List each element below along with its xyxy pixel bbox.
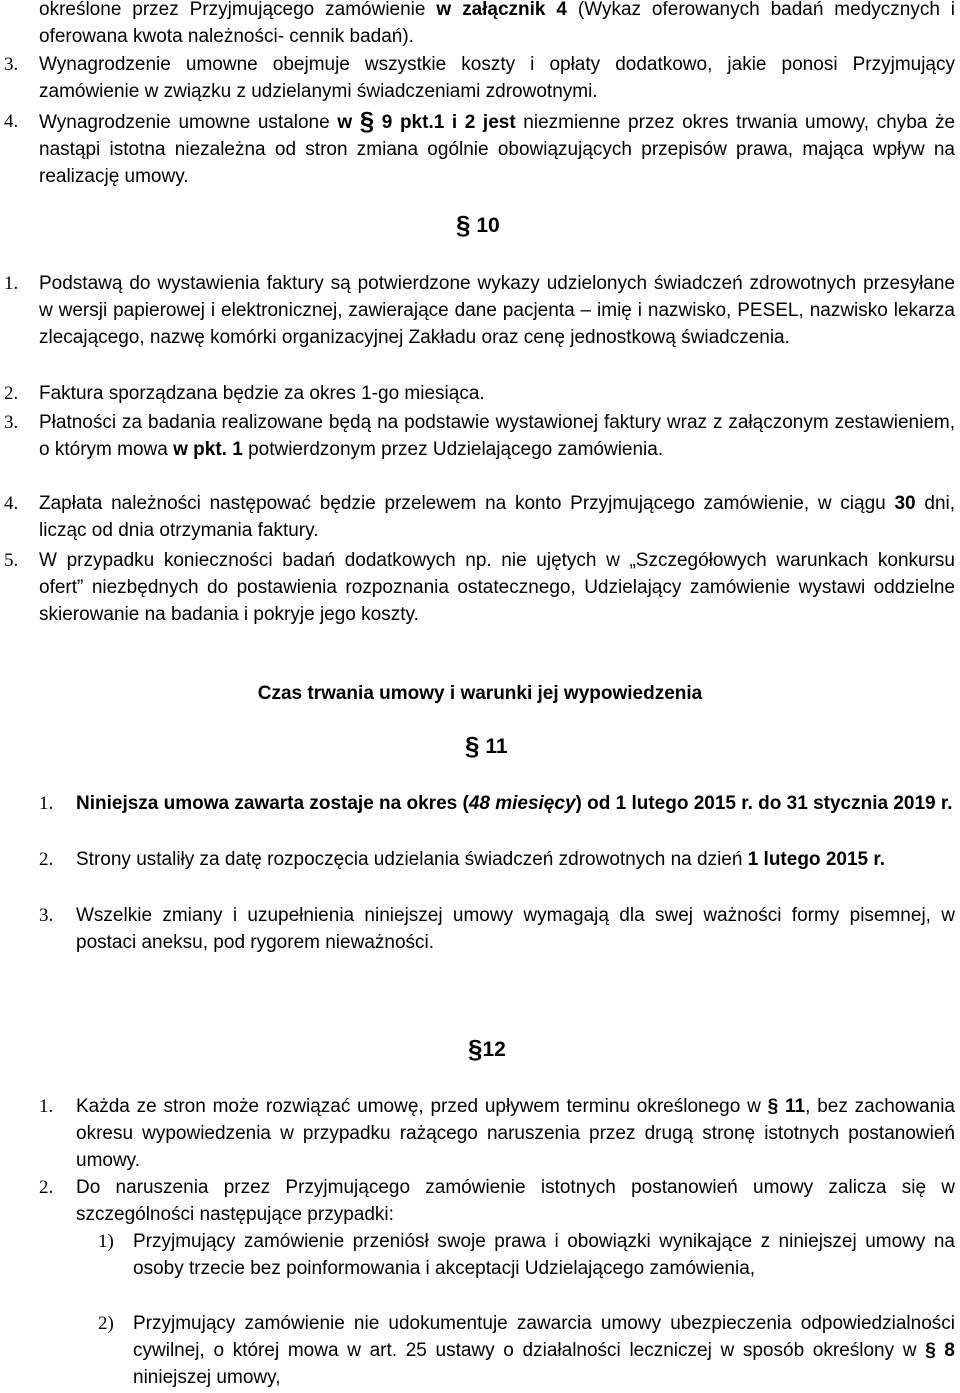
subitem-number: 2) [98,1313,114,1334]
paragraph-11-2 [76,846,955,873]
paragraph-12-1 [76,1093,955,1174]
section-heading-11 [465,733,508,760]
paragraph-11-3: Wszelkie zmiany i uzupełnienia niniejszej umowy wymagają dla swej ważności formy pisemnej, w postaci aneksu, pod rygorem nieważności. [76,905,955,953]
bold-text: w [337,112,353,133]
paragraph-11-1 [76,790,955,817]
text: Płatności za badania realizowane będą na podstawie wystawionej faktury wraz z załączonym zestawieniem, o którym mowa [39,412,955,460]
item-number: 1. [39,793,54,814]
subparagraph-12-2-1: Przyjmujący zamówienie przeniósł swoje prawa i obowiązki wynikające z niniejszej umowy na osoby trzecie bez poinformowania i akceptacji Udzielającego zamówienia, [133,1231,955,1279]
text: Wynagrodzenie umowne ustalone [39,112,330,133]
paragraph-continuation [39,0,955,50]
text: określone przez Przyjmującego zamówienie [39,0,426,20]
item-number: 4. [4,111,19,132]
section-symbol: § [359,106,375,136]
section-symbol: § [468,1034,483,1064]
text: dni, licząc od dnia otrzymania faktury. [39,493,956,541]
bold-text: 1 [232,439,243,460]
section-symbol: § [465,731,480,761]
section-symbol: § [456,210,471,240]
bold-date: 1 lutego 2015 r. [747,849,885,870]
paragraph-item-4 [39,108,955,190]
item-number: 3. [39,905,54,926]
item-number: 2. [4,383,19,404]
item-number: 5. [4,550,19,571]
text: (Wykaz oferowanych badań medycznych i oferowana kwota należności- cennik badań). [39,0,956,47]
paragraph-10-5: W przypadku konieczności badań dodatkowych np. nie ujętych w „Szczegółowych warunkach konkursu ofert” niezbędnych do postawienia rozpoznania ostatecznego, Udzielający zamówienie wystawi oddzielne skierowanie na badania i pokryje jego koszty. [39,550,955,625]
italic-text: 48 miesięcy [468,793,576,814]
bold-reference: § 8 [925,1340,955,1361]
paragraph-10-4 [39,490,955,544]
item-number: 1. [4,273,19,294]
section-number: 10 [476,214,500,237]
paragraph-10-3 [39,409,955,463]
bold-text: w pkt. [173,439,227,460]
section-number: 11 [485,735,508,758]
text: , bez zachowania okresu wypowiedzenia w przypadku rażącego naruszenia przez drugą stronę istotnych postanowień umowy. [76,1096,955,1171]
paragraph-10-1: Podstawą do wystawienia faktury są potwierdzone wykazy udzielonych świadczeń zdrowotnych przesyłane w wersji papierowej i elektronicznej, zawierające dane pacjenta – imię i nazwisko, PESEL, nazwisko lekarza zlecającego, nazwę komórki organizacyjnej Zakładu oraz cenę jednostkową świadczenia. [39,273,955,348]
text: niniejszej umowy, [133,1367,281,1388]
section-heading-10 [456,212,500,239]
chapter-heading: Czas trwania umowy i warunki jej wypowiedzenia [257,683,703,704]
section-number: 12 [482,1038,506,1061]
paragraph-10-2: Faktura sporządzana będzie za okres 1-go miesiąca. [39,383,485,404]
text: potwierdzonym przez Udzielającego zamówienia. [248,439,664,460]
subitem-number: 1) [98,1231,114,1252]
item-number: 4. [4,493,19,514]
item-number: 2. [39,849,54,870]
item-number: 1. [39,1096,54,1117]
bold-text: ) od 1 lutego 2015 r. do 31 stycznia 2019 r. [575,793,953,814]
bold-text: Niniejsza umowa zawarta zostaje na okres ( [76,793,469,814]
bold-reference: w załącznik 4 [436,0,567,20]
text: Każda ze stron może rozwiązać umowę, przed upływem terminu określonego w [76,1096,761,1117]
text: Zapłata należności następować będzie przelewem na konto Przyjmującego zamówienie, w ciągu [39,493,886,514]
text: niezmienne przez okres trwania umowy, chyba że nastąpi istotna niezależna od stron zmiana ogólnie obowiązujących przepisów prawa, mająca wpływ na realizację umowy. [39,112,956,187]
paragraph-12-2: Do naruszenia przez Przyjmującego zamówienie istotnych postanowień umowy zalicza się w szczególności następujące przypadki: [76,1177,955,1225]
paragraph-item-3: Wynagrodzenie umowne obejmuje wszystkie koszty i opłaty dodatkowo, jakie ponosi Przyjmujący zamówienie w związku z udzielanymi świadczeniami zdrowotnymi. [39,54,955,102]
item-number: 3. [4,54,19,75]
text: Strony ustaliły za datę rozpoczęcia udzielania świadczeń zdrowotnych na dzień [76,849,743,870]
subparagraph-12-2-2 [133,1310,955,1391]
item-number: 3. [4,412,19,433]
item-number: 2. [39,1177,54,1198]
bold-reference: 9 pkt.1 i 2 jest [381,112,516,133]
bold-reference: § 11 [767,1096,806,1117]
text: Przyjmujący zamówienie nie udokumentuje zawarcia umowy ubezpieczenia odpowiedzialności cywilnej, o której mowa w art. 25 ustawy o działalności leczniczej w sposób określony w [133,1313,955,1361]
bold-text: 30 [894,493,916,514]
section-heading-12 [468,1036,506,1063]
